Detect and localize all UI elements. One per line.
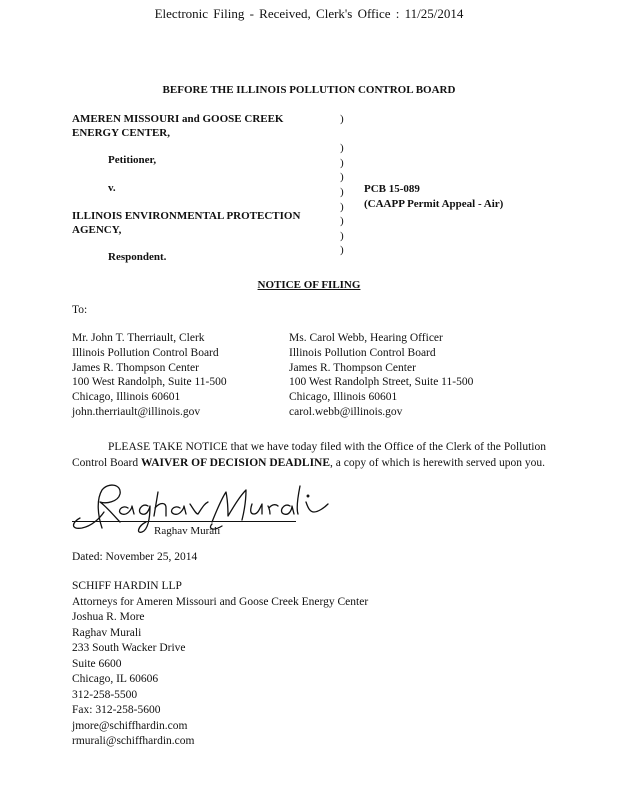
- paren: ): [340, 185, 344, 198]
- paren: ): [340, 142, 344, 155]
- petitioner-label: Petitioner,: [108, 154, 157, 166]
- notice-title: NOTICE OF FILING: [257, 279, 361, 291]
- case-number: PCB 15-089: [364, 183, 420, 195]
- firm-line: 233 South Wacker Drive: [72, 642, 186, 654]
- address-line: James R. Thompson Center: [72, 361, 199, 374]
- recipient-clerk: [72, 331, 227, 420]
- firm-email: jmore@schiffhardin.com: [72, 719, 188, 732]
- firm-line: Attorneys for Ameren Missouri and Goose Creek Energy Center: [72, 595, 369, 608]
- paren: ): [340, 215, 344, 228]
- petitioner-name-line2: ENERGY CENTER,: [72, 127, 170, 139]
- versus-label: v.: [108, 182, 116, 194]
- respondent-name-line2: AGENCY,: [72, 224, 122, 236]
- paren: ): [340, 244, 344, 257]
- firm-block: [72, 579, 368, 750]
- firm-line: 312-258-5500: [72, 688, 138, 701]
- email-line: john.therriault@illinois.gov: [72, 405, 201, 418]
- firm-line: Raghav Murali: [72, 626, 142, 639]
- firm-line: Suite 6600: [72, 657, 122, 670]
- respondent-name: [72, 209, 300, 237]
- notice-text-end: , a copy of which is herewith served upon you.: [330, 456, 545, 469]
- address-line: Illinois Pollution Control Board: [289, 346, 436, 359]
- address-line: Ms. Carol Webb, Hearing Officer: [289, 332, 443, 344]
- address-line: Chicago, Illinois 60601: [72, 391, 181, 404]
- address-line: 100 West Randolph, Suite 11-500: [72, 376, 227, 389]
- email-line: carol.webb@illinois.gov: [289, 405, 403, 418]
- firm-email: rmurali@schiffhardin.com: [72, 735, 195, 747]
- firm-line: Fax: 312-258-5600: [72, 704, 161, 716]
- petitioner-name-line1: AMEREN MISSOURI and GOOSE CREEK: [72, 113, 284, 125]
- address-line: Chicago, Illinois 60601: [289, 391, 398, 404]
- paren: ): [340, 171, 344, 184]
- notice-lead: PLEASE TAKE NOTICE: [108, 441, 228, 453]
- dated-line: Dated: November 25, 2014: [72, 551, 198, 563]
- case-type: (CAAPP Permit Appeal - Air): [364, 198, 504, 210]
- notice-paragraph: [72, 440, 546, 471]
- filing-stamp: Electronic Filing - Received, Clerk's Office : 11/25/2014: [154, 6, 464, 21]
- paren: [340, 127, 344, 142]
- paren: ): [340, 156, 344, 169]
- signature-line: [72, 521, 296, 522]
- address-line: Mr. John T. Therriault, Clerk: [72, 332, 205, 344]
- recipient-hearing-officer: [289, 331, 473, 420]
- firm-line: Chicago, IL 60606: [72, 673, 159, 685]
- caption-parens: [340, 112, 344, 258]
- respondent-label: Respondent.: [108, 251, 167, 263]
- board-title: BEFORE THE ILLINOIS POLLUTION CONTROL BOARD: [162, 84, 456, 96]
- paren: ): [340, 113, 344, 125]
- paren: ): [340, 200, 344, 213]
- signer-name: Raghav Murali: [154, 525, 221, 537]
- document-title: WAIVER OF DECISION DEADLINE: [141, 456, 331, 469]
- to-label: To:: [72, 304, 88, 316]
- respondent-name-line1: ILLINOIS ENVIRONMENTAL PROTECTION: [72, 210, 301, 222]
- notice-text: that we have today filed with the Office of the Clerk of the Pollution Control Board: [72, 441, 546, 469]
- firm-name: SCHIFF HARDIN LLP: [72, 580, 182, 592]
- address-line: 100 West Randolph Street, Suite 11-500: [289, 376, 474, 389]
- address-line: James R. Thompson Center: [289, 361, 416, 374]
- paren: ): [340, 229, 344, 242]
- firm-line: Joshua R. More: [72, 611, 145, 623]
- petitioner-name: [72, 112, 284, 140]
- address-line: Illinois Pollution Control Board: [72, 346, 219, 359]
- case-info: [364, 182, 503, 212]
